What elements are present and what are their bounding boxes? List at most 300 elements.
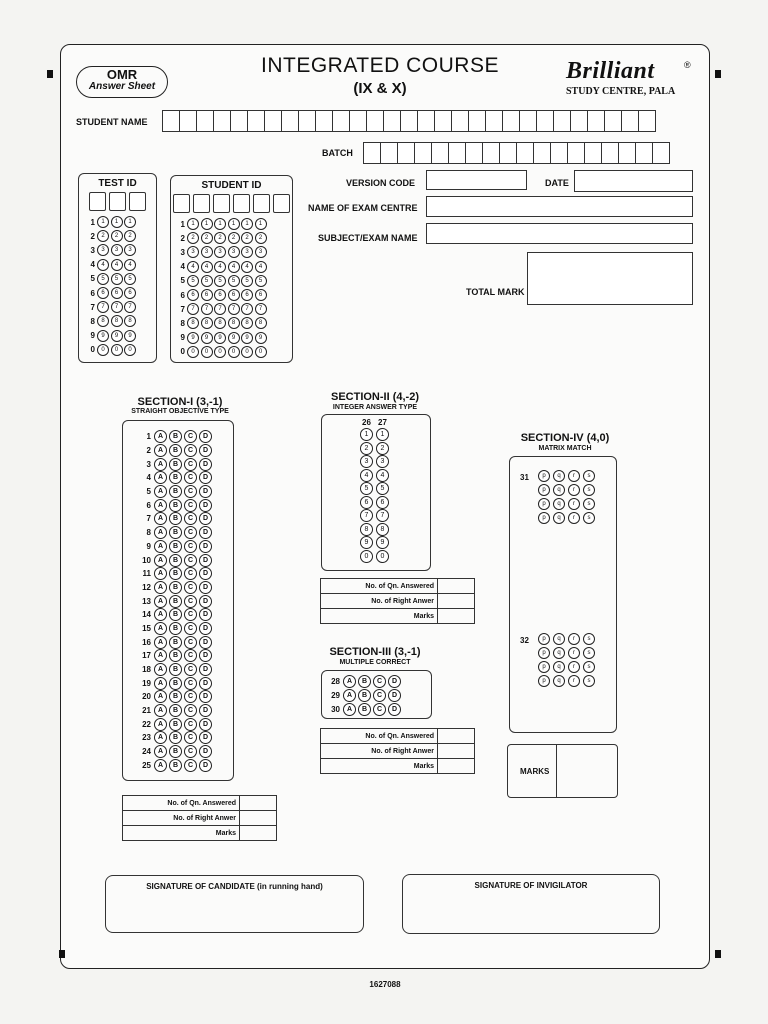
option-bubble[interactable]: C	[373, 689, 386, 702]
option-bubble[interactable]: C	[184, 512, 197, 525]
option-bubble[interactable]: A	[154, 526, 167, 539]
option-bubble[interactable]: B	[169, 731, 182, 744]
option-bubble[interactable]: B	[169, 759, 182, 772]
digit-bubble[interactable]: 8	[241, 317, 253, 329]
name-char-box[interactable]	[519, 110, 537, 132]
batch-char-box[interactable]	[363, 142, 381, 164]
stat-marks-value[interactable]	[240, 826, 277, 841]
name-char-box[interactable]	[315, 110, 333, 132]
matrix-bubble[interactable]: q	[553, 512, 565, 524]
option-bubble[interactable]: D	[199, 581, 212, 594]
option-bubble[interactable]: B	[169, 526, 182, 539]
option-bubble[interactable]: D	[199, 512, 212, 525]
option-bubble[interactable]: D	[199, 608, 212, 621]
name-char-box[interactable]	[298, 110, 316, 132]
digit-bubble[interactable]: 2	[228, 232, 240, 244]
integer-bubble[interactable]: 1	[376, 428, 389, 441]
digit-bubble[interactable]: 3	[124, 244, 136, 256]
test-id-entry-boxes[interactable]	[79, 192, 156, 211]
batch-char-box[interactable]	[601, 142, 619, 164]
invigilator-signature-box[interactable]	[402, 874, 660, 934]
option-bubble[interactable]: A	[154, 554, 167, 567]
id-digit-box[interactable]	[173, 194, 190, 213]
digit-bubble[interactable]: 2	[255, 232, 267, 244]
name-char-box[interactable]	[179, 110, 197, 132]
option-bubble[interactable]: B	[358, 689, 371, 702]
matrix-bubble[interactable]: p	[538, 512, 550, 524]
digit-bubble[interactable]: 4	[97, 259, 109, 271]
digit-bubble[interactable]: 3	[214, 246, 226, 258]
digit-bubble[interactable]: 1	[97, 216, 109, 228]
option-bubble[interactable]: C	[184, 554, 197, 567]
matrix-bubble[interactable]: p	[538, 661, 550, 673]
name-char-box[interactable]	[621, 110, 639, 132]
digit-bubble[interactable]: 7	[124, 301, 136, 313]
name-char-box[interactable]	[468, 110, 486, 132]
digit-bubble[interactable]: 6	[228, 289, 240, 301]
digit-bubble[interactable]: 6	[201, 289, 213, 301]
digit-bubble[interactable]: 0	[241, 346, 253, 358]
name-char-box[interactable]	[383, 110, 401, 132]
id-digit-box[interactable]	[213, 194, 230, 213]
name-char-box[interactable]	[417, 110, 435, 132]
option-bubble[interactable]: C	[184, 745, 197, 758]
matrix-bubble[interactable]: p	[538, 484, 550, 496]
name-char-box[interactable]	[485, 110, 503, 132]
option-bubble[interactable]: A	[343, 703, 356, 716]
stat-answered-value[interactable]	[438, 579, 475, 594]
option-bubble[interactable]: D	[388, 689, 401, 702]
matrix-bubble[interactable]: r	[568, 512, 580, 524]
digit-bubble[interactable]: 9	[241, 332, 253, 344]
option-bubble[interactable]: D	[199, 458, 212, 471]
digit-bubble[interactable]: 4	[187, 261, 199, 273]
integer-bubble[interactable]: 8	[360, 523, 373, 536]
matrix-bubble[interactable]: s	[583, 647, 595, 659]
digit-bubble[interactable]: 9	[255, 332, 267, 344]
matrix-bubble[interactable]: q	[553, 633, 565, 645]
name-char-box[interactable]	[451, 110, 469, 132]
option-bubble[interactable]: B	[169, 649, 182, 662]
option-bubble[interactable]: A	[154, 430, 167, 443]
integer-bubble[interactable]: 2	[376, 442, 389, 455]
digit-bubble[interactable]: 8	[255, 317, 267, 329]
digit-bubble[interactable]: 8	[201, 317, 213, 329]
digit-bubble[interactable]: 8	[228, 317, 240, 329]
integer-bubble[interactable]: 6	[376, 496, 389, 509]
option-bubble[interactable]: A	[343, 689, 356, 702]
digit-bubble[interactable]: 6	[241, 289, 253, 301]
option-bubble[interactable]: C	[184, 690, 197, 703]
option-bubble[interactable]: C	[184, 759, 197, 772]
matrix-bubble[interactable]: p	[538, 470, 550, 482]
digit-bubble[interactable]: 7	[97, 301, 109, 313]
stat-marks-value[interactable]	[438, 759, 475, 774]
version-code-field[interactable]	[426, 170, 527, 190]
option-bubble[interactable]: B	[169, 677, 182, 690]
option-bubble[interactable]: B	[169, 663, 182, 676]
student-id-entry-boxes[interactable]	[171, 194, 292, 213]
name-char-box[interactable]	[587, 110, 605, 132]
name-char-box[interactable]	[502, 110, 520, 132]
matrix-bubble[interactable]: s	[583, 484, 595, 496]
option-bubble[interactable]: C	[184, 526, 197, 539]
digit-bubble[interactable]: 2	[111, 230, 123, 242]
batch-char-box[interactable]	[584, 142, 602, 164]
id-digit-box[interactable]	[109, 192, 126, 211]
stat-right-value[interactable]	[438, 594, 475, 609]
integer-bubble[interactable]: 9	[360, 536, 373, 549]
matrix-bubble[interactable]: q	[553, 661, 565, 673]
id-digit-box[interactable]	[89, 192, 106, 211]
name-char-box[interactable]	[264, 110, 282, 132]
option-bubble[interactable]: C	[184, 622, 197, 635]
option-bubble[interactable]: A	[154, 718, 167, 731]
option-bubble[interactable]: A	[154, 608, 167, 621]
digit-bubble[interactable]: 8	[124, 315, 136, 327]
matrix-bubble[interactable]: q	[553, 484, 565, 496]
option-bubble[interactable]: C	[184, 581, 197, 594]
matrix-bubble[interactable]: s	[583, 498, 595, 510]
option-bubble[interactable]: C	[184, 636, 197, 649]
digit-bubble[interactable]: 6	[124, 287, 136, 299]
integer-bubble[interactable]: 7	[376, 509, 389, 522]
digit-bubble[interactable]: 0	[97, 344, 109, 356]
option-bubble[interactable]: C	[184, 608, 197, 621]
option-bubble[interactable]: B	[169, 540, 182, 553]
option-bubble[interactable]: B	[358, 703, 371, 716]
batch-char-box[interactable]	[465, 142, 483, 164]
stat-answered-value[interactable]	[240, 796, 277, 811]
option-bubble[interactable]: A	[343, 675, 356, 688]
option-bubble[interactable]: A	[154, 636, 167, 649]
id-digit-box[interactable]	[129, 192, 146, 211]
matrix-bubble[interactable]: q	[553, 498, 565, 510]
option-bubble[interactable]: A	[154, 458, 167, 471]
matrix-bubble[interactable]: r	[568, 661, 580, 673]
batch-char-box[interactable]	[516, 142, 534, 164]
digit-bubble[interactable]: 5	[228, 275, 240, 287]
matrix-bubble[interactable]: s	[583, 675, 595, 687]
option-bubble[interactable]: C	[184, 458, 197, 471]
batch-char-box[interactable]	[397, 142, 415, 164]
digit-bubble[interactable]: 2	[187, 232, 199, 244]
option-bubble[interactable]: D	[388, 675, 401, 688]
digit-bubble[interactable]: 7	[228, 303, 240, 315]
batch-char-box[interactable]	[431, 142, 449, 164]
digit-bubble[interactable]: 1	[124, 216, 136, 228]
batch-char-box[interactable]	[380, 142, 398, 164]
digit-bubble[interactable]: 0	[201, 346, 213, 358]
name-char-box[interactable]	[366, 110, 384, 132]
student-name-boxes[interactable]	[162, 110, 655, 132]
integer-bubble[interactable]: 8	[376, 523, 389, 536]
option-bubble[interactable]: A	[154, 745, 167, 758]
option-bubble[interactable]: B	[169, 444, 182, 457]
digit-bubble[interactable]: 5	[214, 275, 226, 287]
option-bubble[interactable]: D	[199, 554, 212, 567]
digit-bubble[interactable]: 7	[201, 303, 213, 315]
option-bubble[interactable]: C	[184, 485, 197, 498]
option-bubble[interactable]: B	[169, 581, 182, 594]
name-char-box[interactable]	[400, 110, 418, 132]
matrix-bubble[interactable]: r	[568, 484, 580, 496]
integer-bubble[interactable]: 0	[376, 550, 389, 563]
option-bubble[interactable]: A	[154, 581, 167, 594]
option-bubble[interactable]: D	[199, 622, 212, 635]
batch-char-box[interactable]	[414, 142, 432, 164]
name-char-box[interactable]	[230, 110, 248, 132]
option-bubble[interactable]: B	[169, 554, 182, 567]
digit-bubble[interactable]: 6	[97, 287, 109, 299]
matrix-bubble[interactable]: p	[538, 633, 550, 645]
option-bubble[interactable]: B	[169, 512, 182, 525]
matrix-bubble[interactable]: r	[568, 675, 580, 687]
option-bubble[interactable]: A	[154, 444, 167, 457]
option-bubble[interactable]: B	[169, 458, 182, 471]
digit-bubble[interactable]: 4	[241, 261, 253, 273]
option-bubble[interactable]: B	[169, 636, 182, 649]
name-char-box[interactable]	[604, 110, 622, 132]
option-bubble[interactable]: B	[169, 595, 182, 608]
digit-bubble[interactable]: 9	[111, 330, 123, 342]
option-bubble[interactable]: B	[169, 704, 182, 717]
digit-bubble[interactable]: 8	[97, 315, 109, 327]
option-bubble[interactable]: D	[199, 430, 212, 443]
stat-right-value[interactable]	[240, 811, 277, 826]
digit-bubble[interactable]: 3	[201, 246, 213, 258]
digit-bubble[interactable]: 9	[201, 332, 213, 344]
integer-bubble[interactable]: 7	[360, 509, 373, 522]
integer-bubble[interactable]: 5	[360, 482, 373, 495]
integer-bubble[interactable]: 1	[360, 428, 373, 441]
option-bubble[interactable]: A	[154, 540, 167, 553]
option-bubble[interactable]: C	[184, 718, 197, 731]
name-char-box[interactable]	[196, 110, 214, 132]
integer-bubble[interactable]: 0	[360, 550, 373, 563]
option-bubble[interactable]: B	[169, 430, 182, 443]
batch-char-box[interactable]	[499, 142, 517, 164]
option-bubble[interactable]: D	[199, 471, 212, 484]
matrix-bubble[interactable]: r	[568, 470, 580, 482]
option-bubble[interactable]: C	[184, 471, 197, 484]
stat-answered-value[interactable]	[438, 729, 475, 744]
id-digit-box[interactable]	[273, 194, 290, 213]
matrix-bubble[interactable]: r	[568, 498, 580, 510]
option-bubble[interactable]: D	[199, 690, 212, 703]
option-bubble[interactable]: B	[169, 471, 182, 484]
option-bubble[interactable]: D	[199, 745, 212, 758]
option-bubble[interactable]: C	[184, 704, 197, 717]
digit-bubble[interactable]: 5	[124, 273, 136, 285]
option-bubble[interactable]: B	[358, 675, 371, 688]
option-bubble[interactable]: A	[154, 471, 167, 484]
option-bubble[interactable]: C	[184, 567, 197, 580]
option-bubble[interactable]: A	[154, 690, 167, 703]
name-char-box[interactable]	[638, 110, 656, 132]
digit-bubble[interactable]: 9	[228, 332, 240, 344]
integer-bubble[interactable]: 3	[376, 455, 389, 468]
digit-bubble[interactable]: 4	[201, 261, 213, 273]
option-bubble[interactable]: B	[169, 622, 182, 635]
digit-bubble[interactable]: 5	[97, 273, 109, 285]
name-char-box[interactable]	[349, 110, 367, 132]
digit-bubble[interactable]: 4	[111, 259, 123, 271]
digit-bubble[interactable]: 2	[124, 230, 136, 242]
option-bubble[interactable]: D	[199, 636, 212, 649]
batch-char-box[interactable]	[567, 142, 585, 164]
option-bubble[interactable]: B	[169, 745, 182, 758]
digit-bubble[interactable]: 5	[111, 273, 123, 285]
batch-char-box[interactable]	[482, 142, 500, 164]
option-bubble[interactable]: A	[154, 622, 167, 635]
digit-bubble[interactable]: 4	[124, 259, 136, 271]
digit-bubble[interactable]: 5	[241, 275, 253, 287]
option-bubble[interactable]: C	[184, 499, 197, 512]
option-bubble[interactable]: C	[184, 649, 197, 662]
option-bubble[interactable]: D	[199, 759, 212, 772]
option-bubble[interactable]: A	[154, 567, 167, 580]
digit-bubble[interactable]: 2	[97, 230, 109, 242]
digit-bubble[interactable]: 8	[111, 315, 123, 327]
option-bubble[interactable]: C	[184, 677, 197, 690]
integer-bubble[interactable]: 4	[360, 469, 373, 482]
digit-bubble[interactable]: 9	[187, 332, 199, 344]
digit-bubble[interactable]: 0	[187, 346, 199, 358]
matrix-bubble[interactable]: q	[553, 647, 565, 659]
digit-bubble[interactable]: 3	[241, 246, 253, 258]
batch-char-box[interactable]	[635, 142, 653, 164]
digit-bubble[interactable]: 2	[241, 232, 253, 244]
option-bubble[interactable]: B	[169, 567, 182, 580]
digit-bubble[interactable]: 1	[255, 218, 267, 230]
option-bubble[interactable]: C	[373, 675, 386, 688]
digit-bubble[interactable]: 1	[111, 216, 123, 228]
option-bubble[interactable]: D	[199, 677, 212, 690]
option-bubble[interactable]: D	[199, 499, 212, 512]
option-bubble[interactable]: B	[169, 690, 182, 703]
matrix-bubble[interactable]: q	[553, 470, 565, 482]
option-bubble[interactable]: D	[199, 485, 212, 498]
integer-bubble[interactable]: 5	[376, 482, 389, 495]
digit-bubble[interactable]: 0	[255, 346, 267, 358]
name-char-box[interactable]	[570, 110, 588, 132]
digit-bubble[interactable]: 3	[255, 246, 267, 258]
digit-bubble[interactable]: 4	[228, 261, 240, 273]
option-bubble[interactable]: B	[169, 608, 182, 621]
id-digit-box[interactable]	[193, 194, 210, 213]
matrix-bubble[interactable]: s	[583, 633, 595, 645]
name-char-box[interactable]	[553, 110, 571, 132]
digit-bubble[interactable]: 0	[214, 346, 226, 358]
option-bubble[interactable]: A	[154, 499, 167, 512]
digit-bubble[interactable]: 7	[214, 303, 226, 315]
option-bubble[interactable]: C	[184, 731, 197, 744]
stat-marks-value[interactable]	[438, 609, 475, 624]
date-field[interactable]	[574, 170, 693, 192]
option-bubble[interactable]: D	[199, 663, 212, 676]
name-char-box[interactable]	[434, 110, 452, 132]
matrix-bubble[interactable]: p	[538, 647, 550, 659]
matrix-bubble[interactable]: p	[538, 498, 550, 510]
name-char-box[interactable]	[247, 110, 265, 132]
option-bubble[interactable]: D	[199, 567, 212, 580]
digit-bubble[interactable]: 1	[201, 218, 213, 230]
digit-bubble[interactable]: 0	[228, 346, 240, 358]
digit-bubble[interactable]: 7	[111, 301, 123, 313]
digit-bubble[interactable]: 0	[111, 344, 123, 356]
matrix-bubble[interactable]: s	[583, 661, 595, 673]
option-bubble[interactable]: D	[199, 526, 212, 539]
digit-bubble[interactable]: 2	[201, 232, 213, 244]
option-bubble[interactable]: A	[154, 595, 167, 608]
matrix-bubble[interactable]: r	[568, 647, 580, 659]
name-char-box[interactable]	[213, 110, 231, 132]
option-bubble[interactable]: D	[199, 731, 212, 744]
digit-bubble[interactable]: 1	[241, 218, 253, 230]
integer-bubble[interactable]: 9	[376, 536, 389, 549]
option-bubble[interactable]: C	[184, 663, 197, 676]
batch-char-box[interactable]	[652, 142, 670, 164]
total-mark-field[interactable]	[527, 252, 693, 305]
option-bubble[interactable]: A	[154, 704, 167, 717]
option-bubble[interactable]: C	[373, 703, 386, 716]
matrix-bubble[interactable]: q	[553, 675, 565, 687]
matrix-bubble[interactable]: s	[583, 512, 595, 524]
digit-bubble[interactable]: 6	[214, 289, 226, 301]
option-bubble[interactable]: C	[184, 444, 197, 457]
digit-bubble[interactable]: 7	[187, 303, 199, 315]
digit-bubble[interactable]: 6	[255, 289, 267, 301]
digit-bubble[interactable]: 3	[111, 244, 123, 256]
option-bubble[interactable]: C	[184, 595, 197, 608]
digit-bubble[interactable]: 0	[124, 344, 136, 356]
matrix-bubble[interactable]: p	[538, 675, 550, 687]
option-bubble[interactable]: D	[199, 540, 212, 553]
matrix-bubble[interactable]: s	[583, 470, 595, 482]
digit-bubble[interactable]: 6	[187, 289, 199, 301]
digit-bubble[interactable]: 5	[187, 275, 199, 287]
batch-char-box[interactable]	[550, 142, 568, 164]
matrix-bubble[interactable]: r	[568, 633, 580, 645]
digit-bubble[interactable]: 7	[241, 303, 253, 315]
option-bubble[interactable]: D	[199, 444, 212, 457]
candidate-signature-box[interactable]	[105, 875, 364, 933]
name-char-box[interactable]	[536, 110, 554, 132]
digit-bubble[interactable]: 5	[255, 275, 267, 287]
option-bubble[interactable]: C	[184, 430, 197, 443]
option-bubble[interactable]: D	[199, 649, 212, 662]
option-bubble[interactable]: A	[154, 485, 167, 498]
option-bubble[interactable]: A	[154, 731, 167, 744]
option-bubble[interactable]: C	[184, 540, 197, 553]
exam-centre-field[interactable]	[426, 196, 693, 217]
digit-bubble[interactable]: 9	[214, 332, 226, 344]
option-bubble[interactable]: A	[154, 663, 167, 676]
option-bubble[interactable]: D	[388, 703, 401, 716]
option-bubble[interactable]: B	[169, 485, 182, 498]
name-char-box[interactable]	[162, 110, 180, 132]
digit-bubble[interactable]: 6	[111, 287, 123, 299]
batch-char-box[interactable]	[533, 142, 551, 164]
id-digit-box[interactable]	[233, 194, 250, 213]
digit-bubble[interactable]: 7	[255, 303, 267, 315]
id-digit-box[interactable]	[253, 194, 270, 213]
integer-bubble[interactable]: 6	[360, 496, 373, 509]
digit-bubble[interactable]: 3	[228, 246, 240, 258]
digit-bubble[interactable]: 4	[255, 261, 267, 273]
digit-bubble[interactable]: 5	[201, 275, 213, 287]
